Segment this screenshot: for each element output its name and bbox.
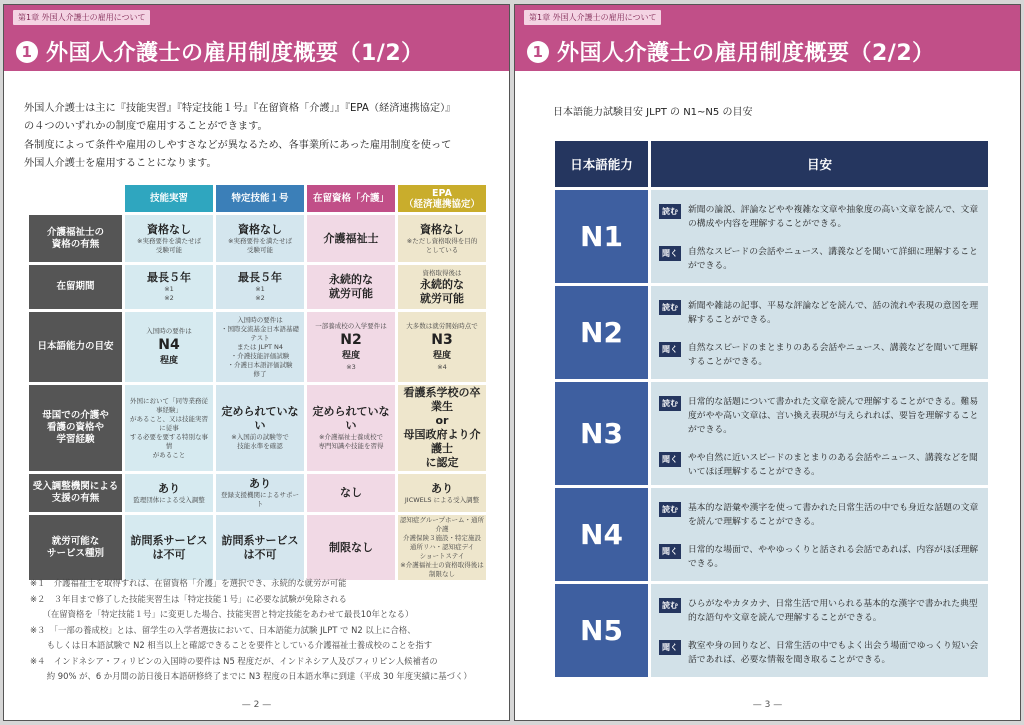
row-header: 受入調整機関による 支援の有無 [29, 474, 122, 512]
jlpt-item [659, 203, 980, 231]
page-number: — 3 — [752, 700, 783, 710]
cell-note: ※実務要件を満たせば 受験可能 [228, 236, 292, 254]
table-cell [307, 515, 395, 580]
col-header-zairyu: 在留資格「介護」 [307, 185, 395, 212]
listen-tag: 聞く [659, 246, 681, 261]
cell-note: ※1 ※2 [164, 285, 174, 302]
table-cell [125, 474, 213, 512]
read-tag: 読む [659, 396, 681, 411]
table-row [29, 215, 486, 262]
jlpt-text: 基本的な語彙や漢字を使って書かれた日常生活の中でも身近な話題の文章を読んで理解することができる。 [688, 503, 979, 527]
jlpt-level: N5 [555, 584, 648, 677]
jlpt-item [659, 341, 980, 369]
table-cell [307, 312, 395, 382]
footnote: ※４ インドネシア・フィリピンの入国時の要件は N5 程度だが、インドネシア人及びフィリピン人候補者の [30, 655, 438, 666]
table-cell [398, 474, 486, 512]
table-cell [307, 385, 395, 471]
table-cell [125, 215, 213, 262]
jlpt-description [651, 488, 988, 581]
jlpt-row [555, 382, 988, 485]
jlpt-description [651, 190, 988, 283]
jlpt-row [555, 488, 988, 581]
cell-prefix: 入国時の要件は ・国際交流基金日本語基礎テスト または JLPT N4 ・介護技能評価試験 ・介護日本語評価試験 修了 [221, 315, 299, 378]
cell-note: 登録支援機関によるサポート [221, 491, 299, 508]
table-cell [398, 385, 486, 471]
page-title [527, 36, 935, 67]
jlpt-subtitle: 日本語能力試験目安 JLPT の N1~N5 の目安 [553, 107, 753, 118]
read-tag: 読む [659, 502, 681, 517]
row-header: 母国での介護や 看護の資格や 学習経験 [29, 385, 122, 471]
table-cell [307, 474, 395, 512]
jlpt-text: 日常的な話題について書かれた文章を読んで理解することができる。難易度がやや高い文章は、言い換え表現が与えられれば、要旨を理解することができる。 [688, 397, 979, 435]
cell-main: 訪問系サービス は不可 [130, 533, 208, 561]
cell-main: 永続的な 就労可能 [420, 277, 464, 305]
row-header: 介護福祉士の 資格の有無 [29, 215, 122, 262]
col-header-ginou: 技能実習 [125, 185, 213, 212]
col-header-epa: EPA （経済連携協定） [398, 185, 486, 212]
page-title-text: 外国人介護士の雇用制度概要（1/2） [46, 41, 424, 66]
table-row [29, 385, 486, 471]
jlpt-item [659, 597, 980, 625]
table-corner [29, 185, 122, 212]
jlpt-item [659, 395, 980, 437]
cell-note: 監理団体による受入調整 [133, 495, 205, 504]
cell-main: 最長５年 [147, 271, 191, 284]
cell-main: あり [249, 477, 271, 490]
cell-main: なし [340, 486, 362, 499]
breadcrumb: 第1章 外国人介護士の雇用について [524, 10, 661, 25]
cell-note: ※3 [346, 363, 356, 371]
jlpt-text: 自然なスピードのまとまりのある会話やニュース、講義などを聞いて理解することができる。 [688, 343, 978, 367]
jlpt-text: 新聞の論説、評論などやや複雑な文章や抽象度の高い文章を読んで、文章の構成や内容を理解することができる。 [688, 205, 979, 229]
cell-prefix: 資格取得後は [422, 268, 462, 277]
col-header-guideline: 目安 [651, 141, 988, 187]
cell-level: N2 [340, 332, 362, 348]
table-cell [125, 385, 213, 471]
page-right [514, 4, 1021, 721]
jlpt-text: 新聞や雑誌の記事、平易な評論などを読んで、話の流れや表現の意図を理解することができる。 [688, 301, 979, 325]
listen-tag: 聞く [659, 640, 681, 655]
cell-main: 程度 [159, 355, 178, 366]
footnote: （在留資格を「特定技能１号」に変更した場合、技能実習と特定技能をあわせて最長10年となる） [30, 609, 414, 619]
footnote: 約 90% が、6 か月間の訪日後日本語研修終了までに N3 程度の日本語水準に到達（平成 30 年度実績に基づく） [30, 671, 472, 681]
footnote: ※２ ３年目まで修了した技能実習生は「特定技能１号」に必要な試験が免除される [30, 593, 347, 604]
jlpt-item [659, 245, 980, 273]
read-tag: 読む [659, 598, 681, 613]
table-cell [125, 265, 213, 309]
page-header [4, 5, 509, 71]
jlpt-level: N4 [555, 488, 648, 581]
table-cell [216, 265, 304, 309]
jlpt-text: 教室や身の回りなど、日常生活の中でもよく出会う場面でゆっくり短い会話であれば、必要な情報を聞き取ることができる。 [688, 641, 979, 665]
table-cell [125, 515, 213, 580]
cell-main: 看護系学校の卒業生 or 母国政府より介護士 に認定 [403, 386, 481, 469]
cell-note: ※実務要件を満たせば 受験可能 [137, 236, 201, 254]
jlpt-row [555, 190, 988, 283]
cell-main: 介護福祉士 [323, 231, 379, 245]
jlpt-item [659, 299, 980, 327]
cell-prefix: 認知症グループホーム・通所介護 介護保険３施設・特定施設 通所リハ・認知症デイ ショートステイ [400, 516, 484, 560]
cell-main: 資格なし [147, 222, 191, 236]
table-row [29, 265, 486, 309]
table-row [29, 312, 486, 382]
table-cell [398, 312, 486, 382]
table-cell [216, 385, 304, 471]
cell-level: N4 [158, 336, 180, 353]
page-title [16, 36, 424, 67]
footnote: ※３ 「一部の養成校」とは、留学生の入学者選抜において、日本語能力試験 JLPT で N2 以上に合格、 [30, 624, 416, 635]
page-number: — 2 — [241, 700, 272, 710]
table-cell [216, 474, 304, 512]
jlpt-text: やや自然に近いスピードのまとまりのある会話やニュース、講義などを聞いてほぼ理解することができる。 [688, 453, 978, 477]
row-header: 日本語能力の目安 [29, 312, 122, 382]
table-cell [216, 215, 304, 262]
table-cell [398, 265, 486, 309]
cell-note: ※1 ※2 [255, 285, 265, 302]
jlpt-text: ひらがなやカタカナ、日常生活で用いられる基本的な漢字で書かれた典型的な語句や文章を読んで理解することができる。 [688, 599, 978, 623]
col-header-level: 日本語能力 [555, 141, 648, 187]
table-row [29, 515, 486, 580]
cell-note: ※ただし資格取得を目的 としている [406, 236, 478, 254]
cell-level: N3 [431, 332, 453, 348]
table-cell [125, 312, 213, 382]
read-tag: 読む [659, 204, 681, 219]
cell-main: あり [158, 481, 180, 495]
cell-prefix: 大多数は就労開始時点で [406, 322, 478, 330]
section-number-icon: 1 [16, 41, 38, 63]
jlpt-row [555, 584, 988, 677]
read-tag: 読む [659, 300, 681, 315]
listen-tag: 聞く [659, 452, 681, 467]
page-left [3, 4, 510, 721]
table-cell [307, 265, 395, 309]
jlpt-item [659, 501, 980, 529]
intro-line: 各制度によって条件や雇用のしやすさなどが異なるため、各事業所にあった雇用制度を使って [24, 139, 452, 151]
jlpt-item [659, 543, 980, 571]
row-header: 就労可能な サービス種別 [29, 515, 122, 580]
table-body [29, 215, 486, 580]
cell-main: あり [431, 481, 453, 495]
cell-main: 程度 [341, 351, 360, 361]
cell-note: ※入国前の試験等で 技能水準を確認 [231, 433, 289, 450]
table-row [29, 474, 486, 512]
page-header [515, 5, 1020, 71]
cell-main: 資格なし [420, 222, 464, 236]
table-cell [398, 515, 486, 580]
jlpt-level: N1 [555, 190, 648, 283]
jlpt-item [659, 639, 980, 667]
jlpt-level: N3 [555, 382, 648, 485]
table-cell [398, 215, 486, 262]
jlpt-text: 自然なスピードの会話やニュース、講義などを聞いて詳細に理解することができる。 [688, 247, 978, 271]
jlpt-description [651, 286, 988, 379]
section-number-icon: 1 [527, 41, 549, 63]
page-title-text: 外国人介護士の雇用制度概要（2/2） [557, 41, 935, 66]
cell-main: 程度 [432, 351, 451, 361]
listen-tag: 聞く [659, 544, 681, 559]
footnote: もしくは日本語試験で N2 相当以上と確認できることを要件としている介護福祉士養成校のことを指す [30, 640, 433, 650]
comparison-table [26, 182, 489, 583]
jlpt-description [651, 584, 988, 677]
table-cell [307, 215, 395, 262]
col-header-tokutei: 特定技能１号 [216, 185, 304, 212]
cell-main: 訪問系サービス は不可 [221, 533, 299, 561]
cell-note: ※介護福祉士の資格取得後は 制限なし [400, 561, 484, 578]
cell-prefix: 一部養成校の入学要件は [315, 322, 387, 330]
cell-main: 制限なし [329, 540, 373, 554]
intro-line: の４つのいずれかの制度で雇用することができます。 [24, 121, 268, 133]
jlpt-level: N2 [555, 286, 648, 379]
table-cell [216, 312, 304, 382]
cell-prefix: 外国において「同等業務従事経験」 があること、又は技能実習に従事 する必要を要する特別な事情 があること [130, 396, 208, 459]
breadcrumb: 第1章 外国人介護士の雇用について [13, 10, 150, 25]
cell-note: ※4 [437, 363, 447, 371]
jlpt-header-row [555, 141, 988, 187]
cell-note: ※介護福祉士養成校で 専門知識や技能を習得 [318, 433, 384, 450]
intro-line: 外国人介護士を雇用することになります。 [24, 157, 217, 169]
listen-tag: 聞く [659, 342, 681, 357]
table-header-row [29, 185, 486, 212]
cell-main: 資格なし [238, 222, 282, 236]
jlpt-table [552, 138, 991, 680]
jlpt-row [555, 286, 988, 379]
footnotes [30, 576, 500, 685]
jlpt-description [651, 382, 988, 485]
cell-main: 定められていない [312, 405, 390, 432]
row-header: 在留期間 [29, 265, 122, 309]
intro-line: 外国人介護士は主に『技能実習』『特定技能１号』『在留資格「介護」』『EPA（経済連携協定）』 [24, 103, 456, 114]
cell-prefix: 入国時の要件は [146, 326, 192, 335]
cell-main: 定められていない [221, 405, 299, 432]
footnote: ※１ 介護福祉士を取得すれば、在留資格「介護」を選択でき、永続的な就労が可能 [30, 578, 347, 588]
cell-main: 永続的な 就労可能 [329, 273, 373, 300]
jlpt-item [659, 451, 980, 479]
jlpt-text: 日常的な場面で、ややゆっくりと話される会話であれば、内容がほぼ理解できる。 [688, 545, 979, 569]
cell-note: JICWELS による受入調整 [404, 495, 480, 504]
table-cell [216, 515, 304, 580]
jlpt-body [555, 190, 988, 677]
cell-main: 最長５年 [238, 271, 282, 284]
intro-text [24, 100, 504, 173]
